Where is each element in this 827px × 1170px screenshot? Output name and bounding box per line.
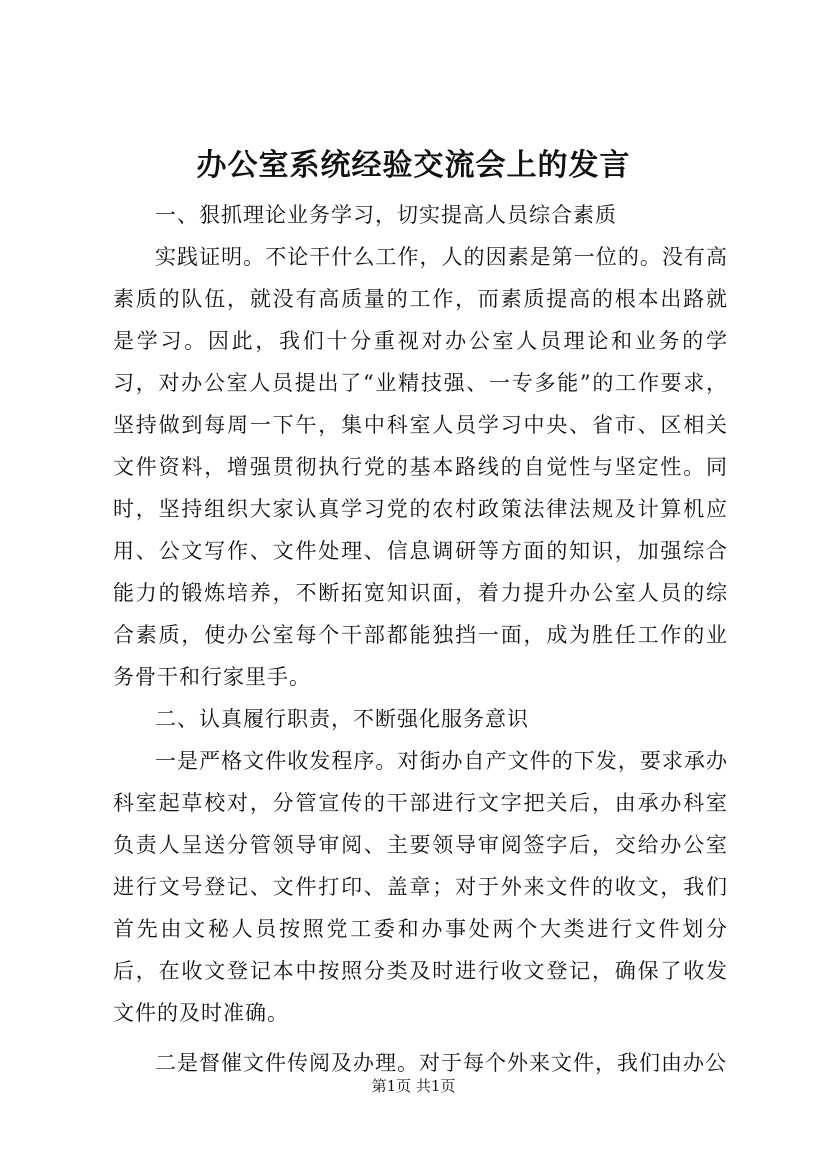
- body-paragraph-3: 二是督催文件传阅及办理。对于每个外来文件，我们由办公: [155, 1051, 727, 1075]
- document-body: [113, 194, 728, 1084]
- section-heading-1: 一、狠抓理论业务学习，切实提高人员综合素质: [155, 203, 617, 227]
- document-title: 办公室系统经验交流会上的发言: [196, 148, 631, 183]
- body-paragraph-2: 一是严格文件收发程序。对街办自产文件的下发，要求承办科室起草校对，分管宣传的干部进行文字把关后，由承办科室负责人呈送分管领导审阅、主要领导审阅签字后，交给办公室进行文号登记、文件打印、盖章；对于外来文件的收文，我们首先由文秘人员按照党工委和办事处两个大类进行文件划分后，在收文登记本中按照分类及时进行收文登记，确保了收发文件的及时准确。: [113, 749, 728, 1025]
- body-paragraph-1: 实践证明。不论干什么工作，人的因素是第一位的。没有高素质的队伍，就没有高质量的工作，而素质提高的根本出路就是学习。因此，我们十分重视对办公室人员理论和业务的学习，对办公室人员提出了“业精技强、一专多能”的工作要求，坚持做到每周一下午，集中科室人员学习中央、省市、区相关文件资料，增强贯彻执行党的基本路线的自觉性与坚定性。同时，坚持组织大家认真学习党的农村政策法律法规及计算机应用、公文写作、文件处理、信息调研等方面的知识，加强综合能力的锻炼培养，不断拓宽知识面，着力提升办公室人员的综合素质，使办公室每个干部都能独挡一面，成为胜任工作的业务骨干和行家里手。: [113, 245, 728, 689]
- page-footer: 第1页 共1页: [371, 1077, 456, 1095]
- section-heading-2: 二、认真履行职责，不断强化服务意识: [155, 707, 529, 731]
